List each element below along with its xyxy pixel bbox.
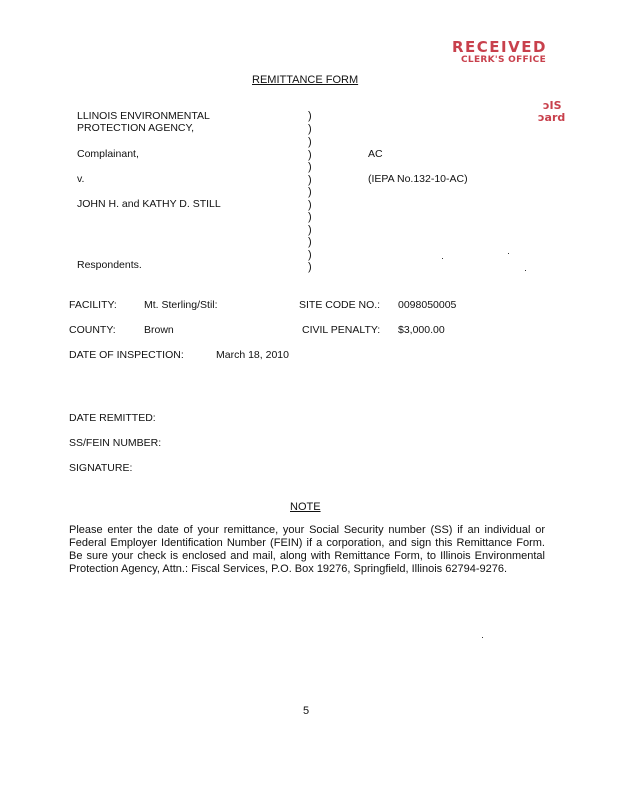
- caption-paren: ): [308, 261, 312, 273]
- caption-paren: ): [308, 136, 312, 148]
- facility-label: FACILITY:: [69, 299, 117, 311]
- caption-paren: ): [308, 161, 312, 173]
- inspection-date-value: March 18, 2010: [216, 349, 289, 361]
- caption-paren: ): [308, 211, 312, 223]
- respondent-name: JOHN H. and KATHY D. STILL: [77, 198, 221, 210]
- caption-paren: ): [308, 249, 312, 261]
- note-heading: NOTE: [290, 501, 321, 513]
- page-number: 5: [303, 705, 310, 717]
- stamp-fragment-1: ɔIS: [543, 99, 562, 112]
- case-type: AC: [368, 148, 383, 160]
- signature-label: SIGNATURE:: [69, 462, 133, 474]
- form-title: REMITTANCE FORM: [252, 74, 359, 86]
- county-value: Brown: [144, 324, 174, 336]
- respondents-label: Respondents.: [77, 259, 142, 271]
- clerks-office-stamp: CLERK'S OFFICE: [461, 55, 547, 65]
- caption-paren: ): [308, 224, 312, 236]
- caption-paren: ): [308, 174, 312, 186]
- complainant-name-line1: LLINOIS ENVIRONMENTAL: [77, 110, 210, 122]
- county-label: COUNTY:: [69, 324, 116, 336]
- complainant-label: Complainant,: [77, 148, 139, 160]
- ss-fein-label: SS/FEIN NUMBER:: [69, 437, 162, 449]
- civil-penalty-value: $3,000.00: [398, 324, 445, 336]
- site-code-label: SITE CODE NO.:: [299, 299, 381, 311]
- caption-paren: ): [308, 236, 312, 248]
- inspection-date-label: DATE OF INSPECTION:: [69, 349, 184, 361]
- versus-label: v.: [77, 173, 85, 185]
- complainant-name-line2: PROTECTION AGENCY,: [77, 122, 195, 134]
- caption-paren: ): [308, 199, 312, 211]
- civil-penalty-label: CIVIL PENALTY:: [302, 324, 381, 336]
- note-body: Please enter the date of your remittance, your Social Security number (SS) if an individual or Federal Employer Identification Number (FEIN) if a corporation, and sign this Remittance Form. Be sure your check is enclosed and mail, along with Remittance Form, to Illinois Environmental Protection Agency, Attn.: Fiscal Services, P.O. Box 19276, Springfield, Illinois 62794-9276.: [69, 524, 545, 575]
- caption-paren: ): [308, 186, 312, 198]
- date-remitted-label: DATE REMITTED:: [69, 412, 156, 424]
- iepa-number: (IEPA No.132-10-AC): [368, 173, 468, 185]
- caption-paren: ): [308, 149, 312, 161]
- caption-paren: ): [308, 123, 312, 135]
- facility-value: Mt. Sterling/Stil:: [144, 299, 218, 311]
- caption-paren: ): [308, 110, 312, 122]
- received-stamp: RECEIVED: [452, 38, 547, 56]
- site-code-value: 0098050005: [398, 299, 457, 311]
- stamp-fragment-2: ɔard: [538, 111, 566, 124]
